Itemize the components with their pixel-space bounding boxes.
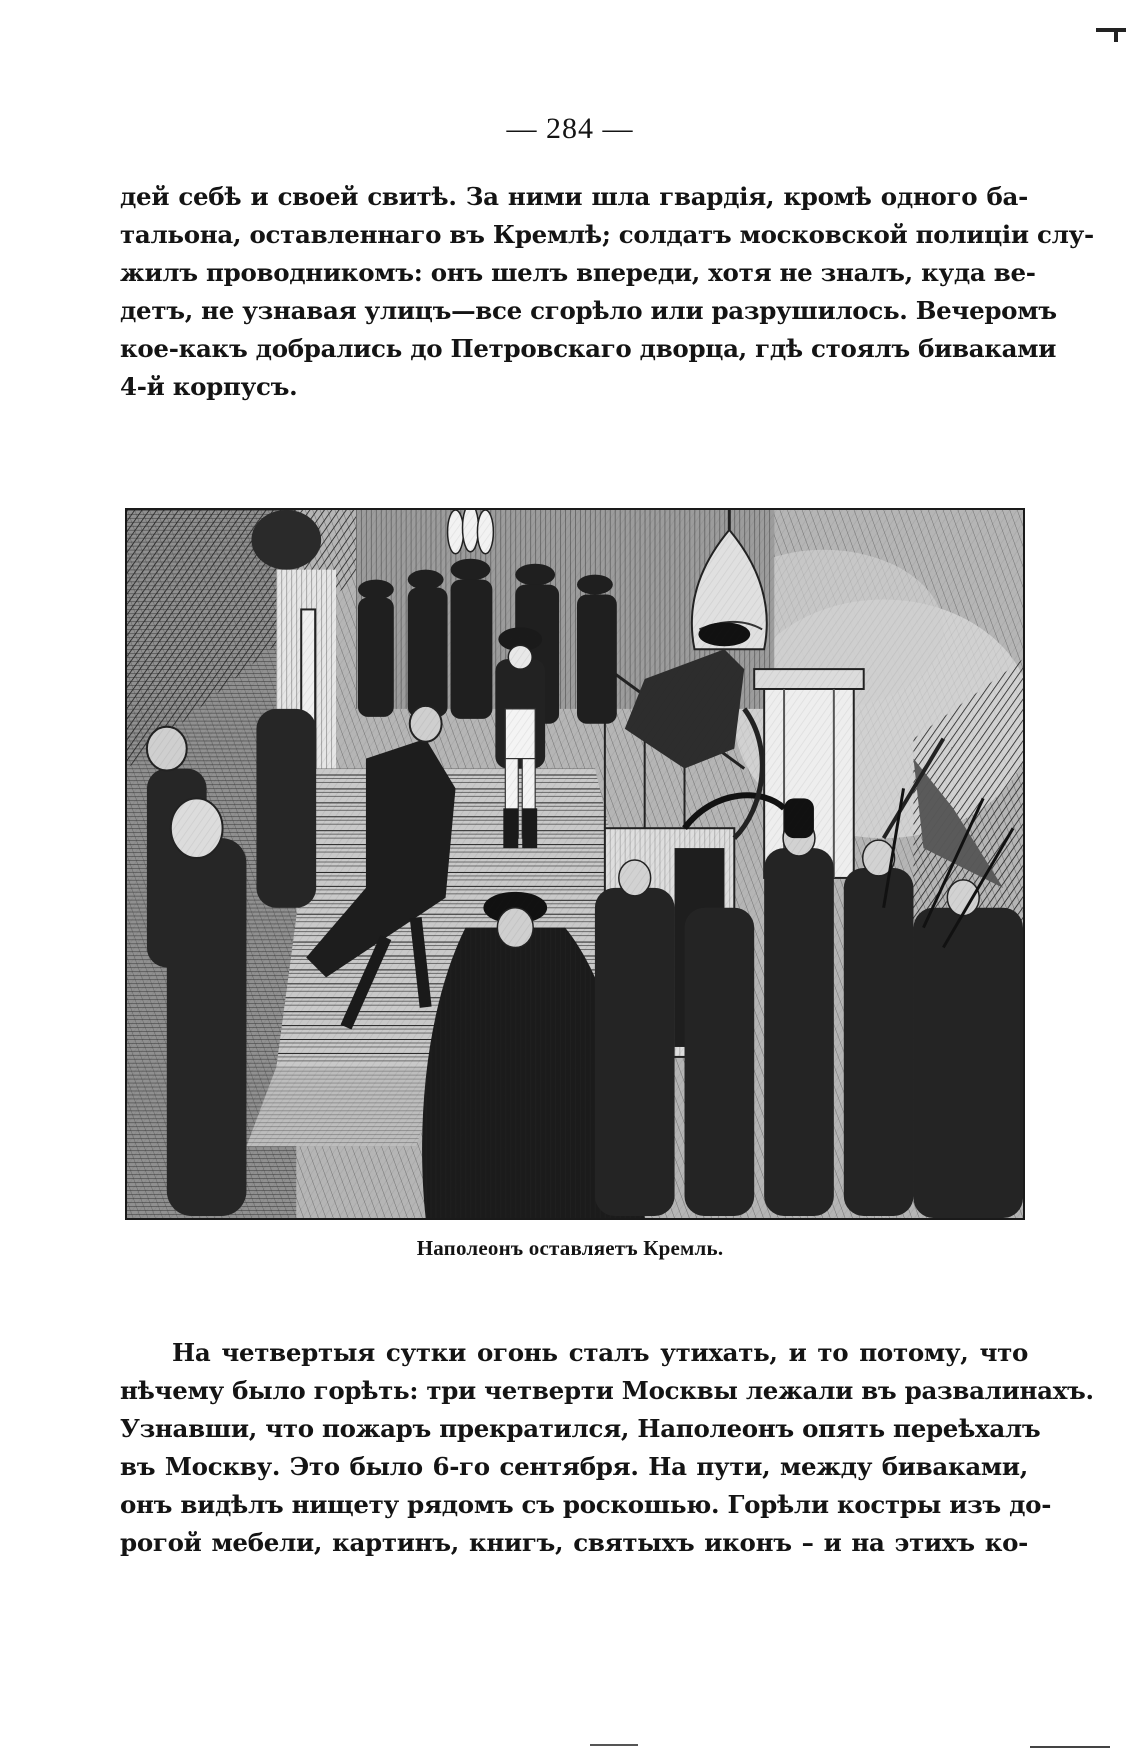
text-line: тальона, оставленнаго въ Кремлѣ; солдатъ московской полиціи слу-	[120, 220, 1094, 249]
scan-mark-bottom	[1030, 1746, 1110, 1748]
page-number: — 284 —	[506, 112, 634, 145]
text-line: онъ видѣлъ нищету рядомъ съ роскошью. Горѣли костры изъ до-	[120, 1490, 1052, 1519]
text-line: 4-й корпусъ.	[120, 372, 298, 401]
text-line: рогой мебели, картинъ, книгъ, святыхъ иконъ – и на этихъ ко-	[120, 1528, 1028, 1557]
text-line: детъ, не узнавая улицъ—все сгорѣло или разрушилось. Вечеромъ	[120, 296, 1057, 325]
engraving-picture	[127, 510, 1023, 1218]
text-line: кое-какъ добрались до Петровскаго дворца, гдѣ стоялъ биваками	[120, 334, 1057, 363]
scan-mark-bottom	[590, 1744, 638, 1746]
paragraph-top	[120, 178, 1094, 406]
text-line: жилъ проводникомъ: онъ шелъ впереди, хотя не зналъ, куда ве-	[120, 258, 1036, 287]
text-line: На четвертыя сутки огонь сталъ утихать, и то потому, что	[172, 1338, 1028, 1367]
text-line: въ Москву. Это было 6-го сентября. На пути, между биваками,	[120, 1452, 1028, 1481]
scan-mark-top-right	[1114, 28, 1118, 42]
text-line: нѣчему было горѣть: три четверти Москвы лежали въ развалинахъ.	[120, 1376, 1094, 1405]
text-line: Узнавши, что пожаръ прекратился, Наполеонъ опять переѣхалъ	[120, 1414, 1041, 1443]
illustration-caption: Наполеонъ оставляетъ Кремль.	[416, 1236, 724, 1260]
text-line: дей себѣ и своей свитѣ. За ними шла гвардія, кромѣ одного ба-	[120, 182, 1028, 211]
engraving-illustration	[125, 508, 1025, 1220]
scan-mark-top-right	[1096, 28, 1126, 32]
paragraph-bottom	[120, 1334, 1094, 1562]
